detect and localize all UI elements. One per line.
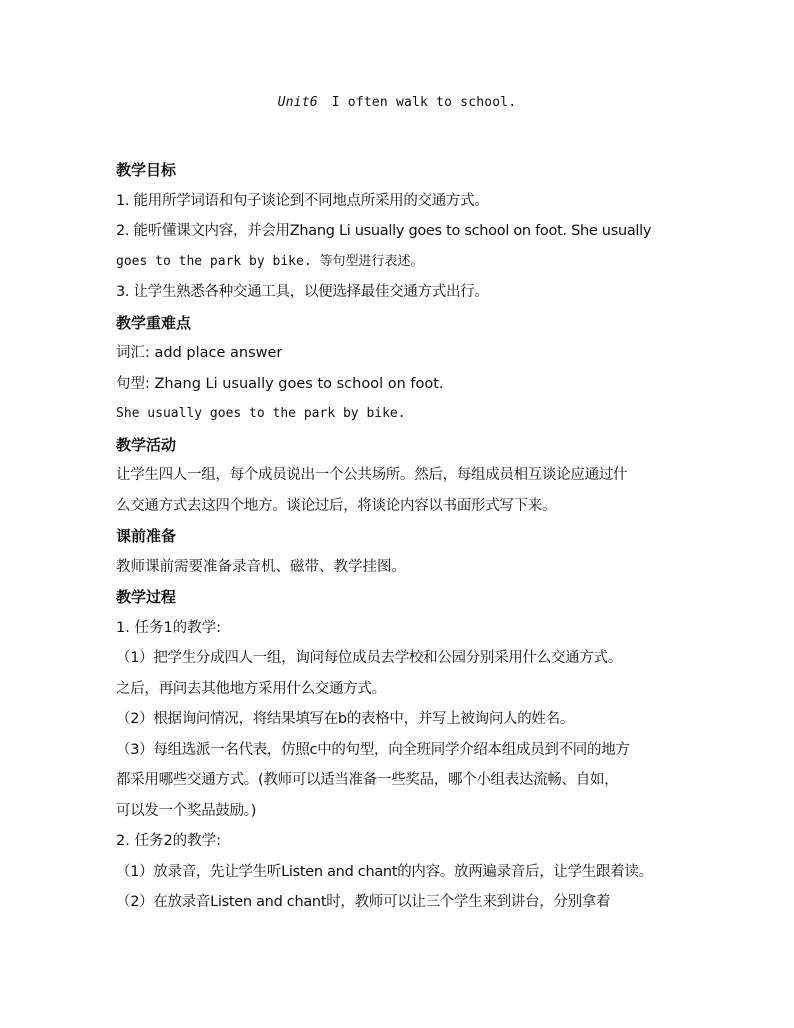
- task-1-step-1-continued: 之后，再问去其他地方采用什么交通方式。: [116, 680, 386, 697]
- task-2-heading: 2. 任务2的教学:: [116, 833, 222, 849]
- goal-item-1: 1. 能用所学词语和句子谈论到不同地点所采用的交通方式。: [116, 192, 489, 209]
- heading-preparation: 课前准备: [116, 527, 177, 545]
- sentence-pattern-line: 句型: Zhang Li usually goes to school on foot.: [116, 375, 444, 392]
- sentence-pattern-line-2: She usually goes to the park by bike.: [116, 406, 406, 421]
- task-1-heading: 1. 任务1的教学:: [116, 619, 222, 636]
- task-2-step-1: （1）放录音，先让学生听Listen and chant的内容。放两遍录音后，让学生跟着读。: [116, 863, 653, 880]
- title-text: I often walk to school.: [331, 95, 517, 110]
- task-1-step-3-end: 可以发一个奖品鼓励。): [116, 802, 257, 819]
- task-1-step-1: （1）把学生分成四人一组，询问每位成员去学校和公园分别采用什么交通方式。: [116, 650, 622, 666]
- task-2-step-2: （2）在放录音Listen and chant时，教师可以让三个学生来到讲台，分别拿着: [116, 894, 611, 910]
- document-title: [0, 95, 794, 110]
- activity-text-1: 让学生四人一组，每个成员说出一个公共场所。然后，每组成员相互谈论应通过什: [116, 467, 628, 483]
- task-1-step-2: （2）根据询问情况，将结果填写在b的表格中，并写上被询问人的姓名。: [116, 711, 575, 727]
- task-1-step-3-continued: 都采用哪些交通方式。(教师可以适当准备一些奖品，哪个小组表达流畅、自如，: [116, 772, 619, 788]
- activity-text-2: 么交通方式去这四个地方。谈论过后，将谈论内容以书面形式写下来。: [116, 497, 557, 514]
- task-1-step-3: （3）每组选派一名代表，仿照c中的句型，向全班同学介绍本组成员到不同的地方: [116, 741, 630, 758]
- document-body: [116, 155, 686, 918]
- heading-process: 教学过程: [116, 588, 177, 606]
- preparation-text: 教师课前需要准备录音机、磁带、教学挂图。: [116, 558, 406, 575]
- vocabulary-line: 词汇: add place answer: [116, 345, 283, 361]
- goal-item-2: 2. 能听懂课文内容，并会用Zhang Li usually goes to school on foot. She usually: [116, 223, 652, 239]
- heading-key-points: 教学重难点: [116, 313, 192, 332]
- heading-teaching-goals: 教学目标: [116, 161, 177, 179]
- goal-item-2-continued: goes to the park by bike. 等句型进行表述。: [116, 253, 424, 269]
- heading-activities: 教学活动: [116, 435, 177, 454]
- title-unit: Unit6: [277, 95, 318, 110]
- goal-item-3: 3. 让学生熟悉各种交通工具，以便选择最佳交通方式出行。: [116, 284, 489, 300]
